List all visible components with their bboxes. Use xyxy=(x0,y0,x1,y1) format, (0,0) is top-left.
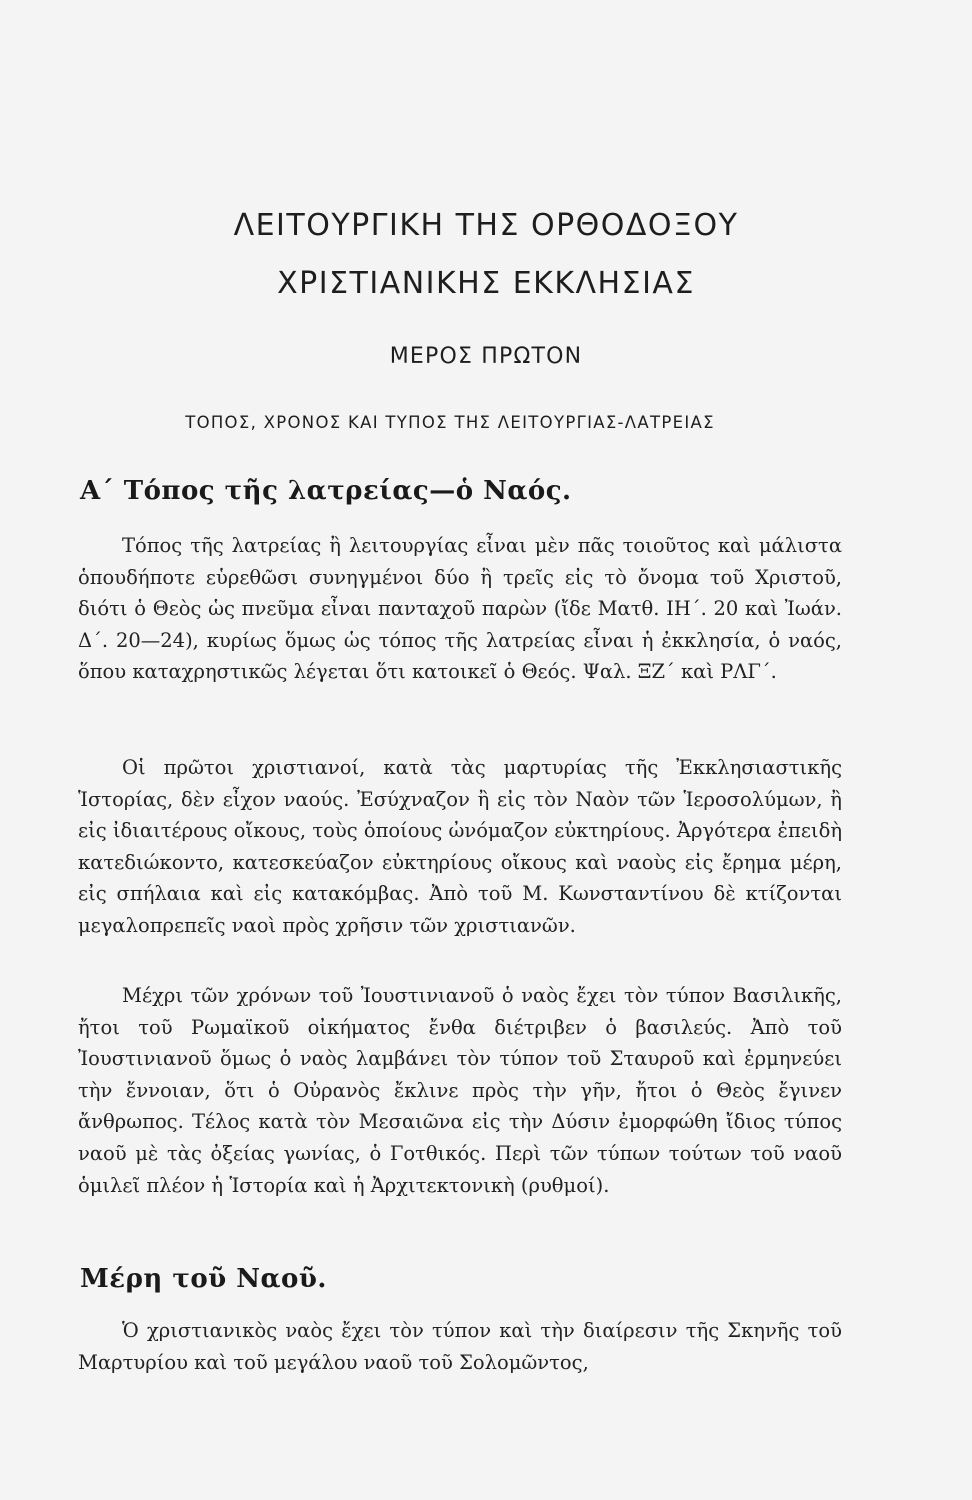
part-heading: ΜΕΡΟΣ ΠΡΩΤΟΝ xyxy=(389,344,583,369)
paragraph: Τόπος τῆς λατρείας ἢ λειτουργίας εἶναι μὲν πᾶς τοιοῦτος καὶ μάλιστα ὁπουδήποτε εὑρεθῶσι συνηγμένοι δύο ἢ τρεῖς εἰς τὸ ὄνομα τοῦ Χριστοῦ, διότι ὁ Θεὸς ὡς πνεῦμα εἶναι πανταχοῦ παρὼν (ἴδε Ματθ. ΙΗ΄. 20 καὶ Ἰωάν. Δ΄. 20—24), κυρίως ὅμως ὡς τόπος τῆς λατρείας εἶναι ἡ ἐκκλησία, ὁ ναός, ὅπου καταχρηστικῶς λέγεται ὅτι κατοικεῖ ὁ Θεός. Ψαλ. ΞΖ΄ καὶ ΡΛΓ΄. xyxy=(78,534,842,684)
paragraph: Μέχρι τῶν χρόνων τοῦ Ἰουστινιανοῦ ὁ ναὸς ἔχει τὸν τύπον Βασιλικῆς, ἤτοι τοῦ Ρωμαϊκοῦ οἰκήματος ἔνθα διέτριβεν ὁ βασιλεύς. Ἀπὸ τοῦ Ἰουστινιανοῦ ὅμως ὁ ναὸς λαμβάνει τὸν τύπον τοῦ Σταυροῦ καὶ ἑρμηνεύει τὴν ἔννοιαν, ὅτι ὁ Οὐρανὸς ἔκλινε πρὸς τὴν γῆν, ἤτοι ὁ Θεὸς ἔγινεν ἄνθρωπος. Τέλος κατὰ τὸν Μεσαιῶνα εἰς τὴν Δύσιν ἐμορφώθη ἴδιος τύπος ναοῦ μὲ τὰς ὀξείας γωνίας, ὁ Γοτθικός. Περὶ τῶν τύπων τούτων τοῦ ναοῦ ὁμιλεῖ πλέον ἡ Ἱστορία καὶ ἡ Ἀρχιτεκτονικὴ (ρυθμοί). xyxy=(78,984,842,1197)
paragraph: Ὁ χριστιανικὸς ναὸς ἔχει τὸν τύπον καὶ τὴν διαίρεσιν τῆς Σκηνῆς τοῦ Μαρτυρίου καὶ τοῦ μεγάλου ναοῦ τοῦ Σολομῶντος, xyxy=(78,1319,842,1374)
section-heading-parts-of-temple: Μέρη τοῦ Ναοῦ. xyxy=(80,1264,327,1294)
section-heading-temple: Α΄ Τόπος τῆς λατρείας—ὁ Ναός. xyxy=(80,476,572,506)
book-title-line-2: ΧΡΙΣΤΙΑΝΙΚΗΣ ΕΚΚΛΗΣΙΑΣ xyxy=(277,266,695,301)
part-subtitle: ΤΟΠΟΣ, ΧΡΟΝΟΣ ΚΑΙ ΤΥΠΟΣ ΤΗΣ ΛΕΙΤΟΥΡΓΙΑΣ-ΛΑΤΡΕΙΑΣ xyxy=(185,413,715,432)
paragraph: Οἱ πρῶτοι χριστιανοί, κατὰ τὰς μαρτυρίας τῆς Ἐκκλησιαστικῆς Ἱστορίας, δὲν εἶχον ναούς. Ἐσύχναζον ἢ εἰς τὸν Ναὸν τῶν Ἱεροσολύμων, ἢ εἰς ἰδιαιτέρους οἴκους, τοὺς ὁποίους ὠνόμαζον εὐκτηρίους. Ἀργότερα ἐπειδὴ κατεδιώκοντο, κατεσκεύαζον εὐκτηρίους οἴκους καὶ ναοὺς εἰς ἔρημα μέρη, εἰς σπήλαια καὶ εἰς κατακόμβας. Ἀπὸ τοῦ Μ. Κωνσταντίνου δὲ κτίζονται μεγαλοπρεπεῖς ναοὶ πρὸς χρῆσιν τῶν χριστιανῶν. xyxy=(78,756,842,937)
book-title-line-1: ΛΕΙΤΟΥΡΓΙΚΗ ΤΗΣ ΟΡΘΟΔΟΞΟΥ xyxy=(233,208,739,243)
